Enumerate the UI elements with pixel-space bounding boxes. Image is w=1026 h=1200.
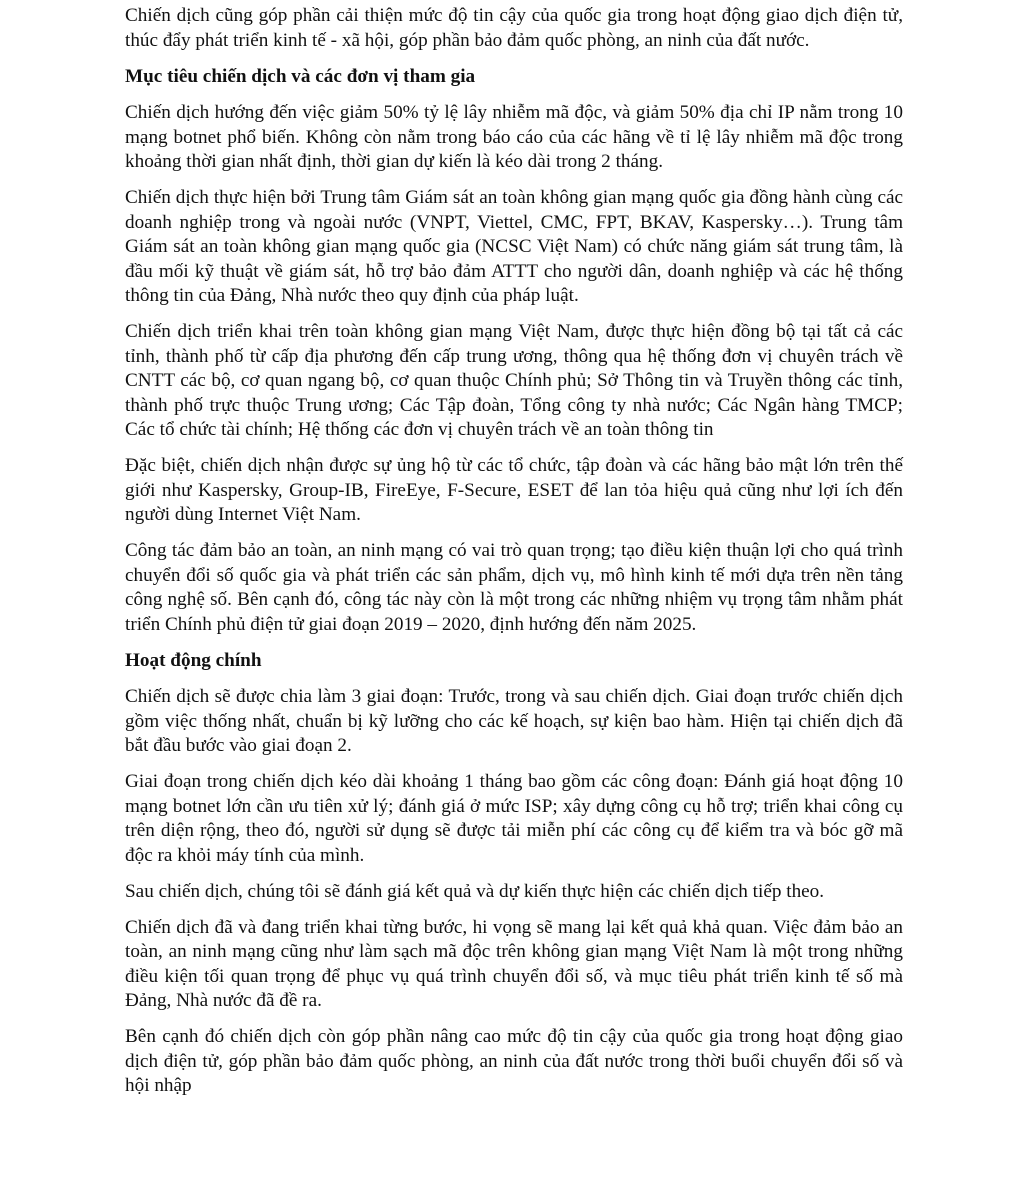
paragraph-international-support: Đặc biệt, chiến dịch nhận được sự ủng hộ từ các tổ chức, tập đoàn và các hãng bảo mật lớn trên thế giới như Kaspersky, Group-IB, FireEye, F-Secure, ESET để lan tỏa hiệu quả cũng như lợi ích đến người dùng Internet Việt Nam. (125, 455, 903, 525)
document-page (125, 4, 903, 1110)
paragraph-phase-two: Giai đoạn trong chiến dịch kéo dài khoảng 1 tháng bao gồm các công đoạn: Đánh giá hoạt động 10 mạng botnet lớn cần ưu tiên xử lý; đánh giá ở mức ISP; xây dựng công cụ hỗ trợ; triển khai công cụ trên diện rộng, theo đó, người sử dụng sẽ được tải miễn phí các công cụ để kiểm tra và bóc gỡ mã độc ra khỏi máy tính của mình. (125, 771, 903, 866)
heading-campaign-goals: Mục tiêu chiến dịch và các đơn vị tham gia (125, 65, 476, 87)
paragraph-progress: Chiến dịch đã và đang triển khai từng bước, hi vọng sẽ mang lại kết quả khả quan. Việc đảm bảo an toàn, an ninh mạng cũng như làm sạch mã độc trên không gian mạng Việt Nam là một trong những điều kiện tối quan trọng để phục vụ quá trình chuyển đổi số, và mục tiêu phát triển kinh tế số mà Đảng, Nhà nước đã đề ra. (125, 916, 903, 1011)
paragraph-after-campaign: Sau chiến dịch, chúng tôi sẽ đánh giá kết quả và dự kiến thực hiện các chiến dịch tiếp theo. (125, 880, 825, 902)
paragraph-cybersecurity-role: Công tác đảm bảo an toàn, an ninh mạng có vai trò quan trọng; tạo điều kiện thuận lợi cho quá trình chuyển đổi số quốc gia và phát triển các sản phẩm, dịch vụ, mô hình kinh tế mới dựa trên nền tảng công nghệ số. Bên cạnh đó, công tác này còn là một trong các những nhiệm vụ trọng tâm nhằm phát triển Chính phủ điện tử giai đoạn 2019 – 2020, định hướng đến năm 2025. (125, 540, 903, 635)
paragraph-goals: Chiến dịch hướng đến việc giảm 50% tỷ lệ lây nhiễm mã độc, và giảm 50% địa chỉ IP nằm trong 10 mạng botnet phổ biến. Không còn nằm trong báo cáo của các hãng về tỉ lệ lây nhiễm mã độc trong khoảng thời gian nhất định, thời gian dự kiến là kéo dài trong 2 tháng. (125, 102, 903, 172)
paragraph-deployment-scope: Chiến dịch triển khai trên toàn không gian mạng Việt Nam, được thực hiện đồng bộ tại tất cả các tỉnh, thành phố từ cấp địa phương đến cấp trung ương, thông qua hệ thống đơn vị chuyên trách về CNTT các bộ, cơ quan ngang bộ, cơ quan thuộc Chính phủ; Sở Thông tin và Truyền thông các tỉnh, thành phố trực thuộc Trung ương; Các Tập đoàn, Tổng công ty nhà nước; Các Ngân hàng TMCP; Các tổ chức tài chính; Hệ thống các đơn vị chuyên trách về an toàn thông tin (125, 321, 903, 440)
heading-main-activities: Hoạt động chính (125, 649, 262, 671)
paragraph-participants: Chiến dịch thực hiện bởi Trung tâm Giám sát an toàn không gian mạng quốc gia đồng hành cùng các doanh nghiệp trong và ngoài nước (VNPT, Viettel, CMC, FPT, BKAV, Kaspersky…). Trung tâm Giám sát an toàn không gian mạng quốc gia (NCSC Việt Nam) có chức năng giám sát trung tâm, là đầu mối kỹ thuật về giám sát, hỗ trợ bảo đảm ATTT cho người dân, doanh nghiệp và các hệ thống thông tin của Đảng, Nhà nước theo quy định của pháp luật. (125, 187, 903, 306)
paragraph-conclusion: Bên cạnh đó chiến dịch còn góp phần nâng cao mức độ tin cậy của quốc gia trong hoạt động giao dịch điện tử, góp phần bảo đảm quốc phòng, an ninh của đất nước trong thời buổi chuyển đổi số và hội nhập (125, 1026, 903, 1096)
paragraph-phases: Chiến dịch sẽ được chia làm 3 giai đoạn: Trước, trong và sau chiến dịch. Giai đoạn trước chiến dịch gồm việc thống nhất, chuẩn bị kỹ lưỡng cho các kế hoạch, sự kiện bao hàm. Hiện tại chiến dịch đã bắt đầu bước vào giai đoạn 2. (125, 686, 903, 756)
paragraph-intro-reliability: Chiến dịch cũng góp phần cải thiện mức độ tin cậy của quốc gia trong hoạt động giao dịch điện tử, thúc đẩy phát triển kinh tế - xã hội, góp phần bảo đảm quốc phòng, an ninh của đất nước. (125, 5, 903, 51)
